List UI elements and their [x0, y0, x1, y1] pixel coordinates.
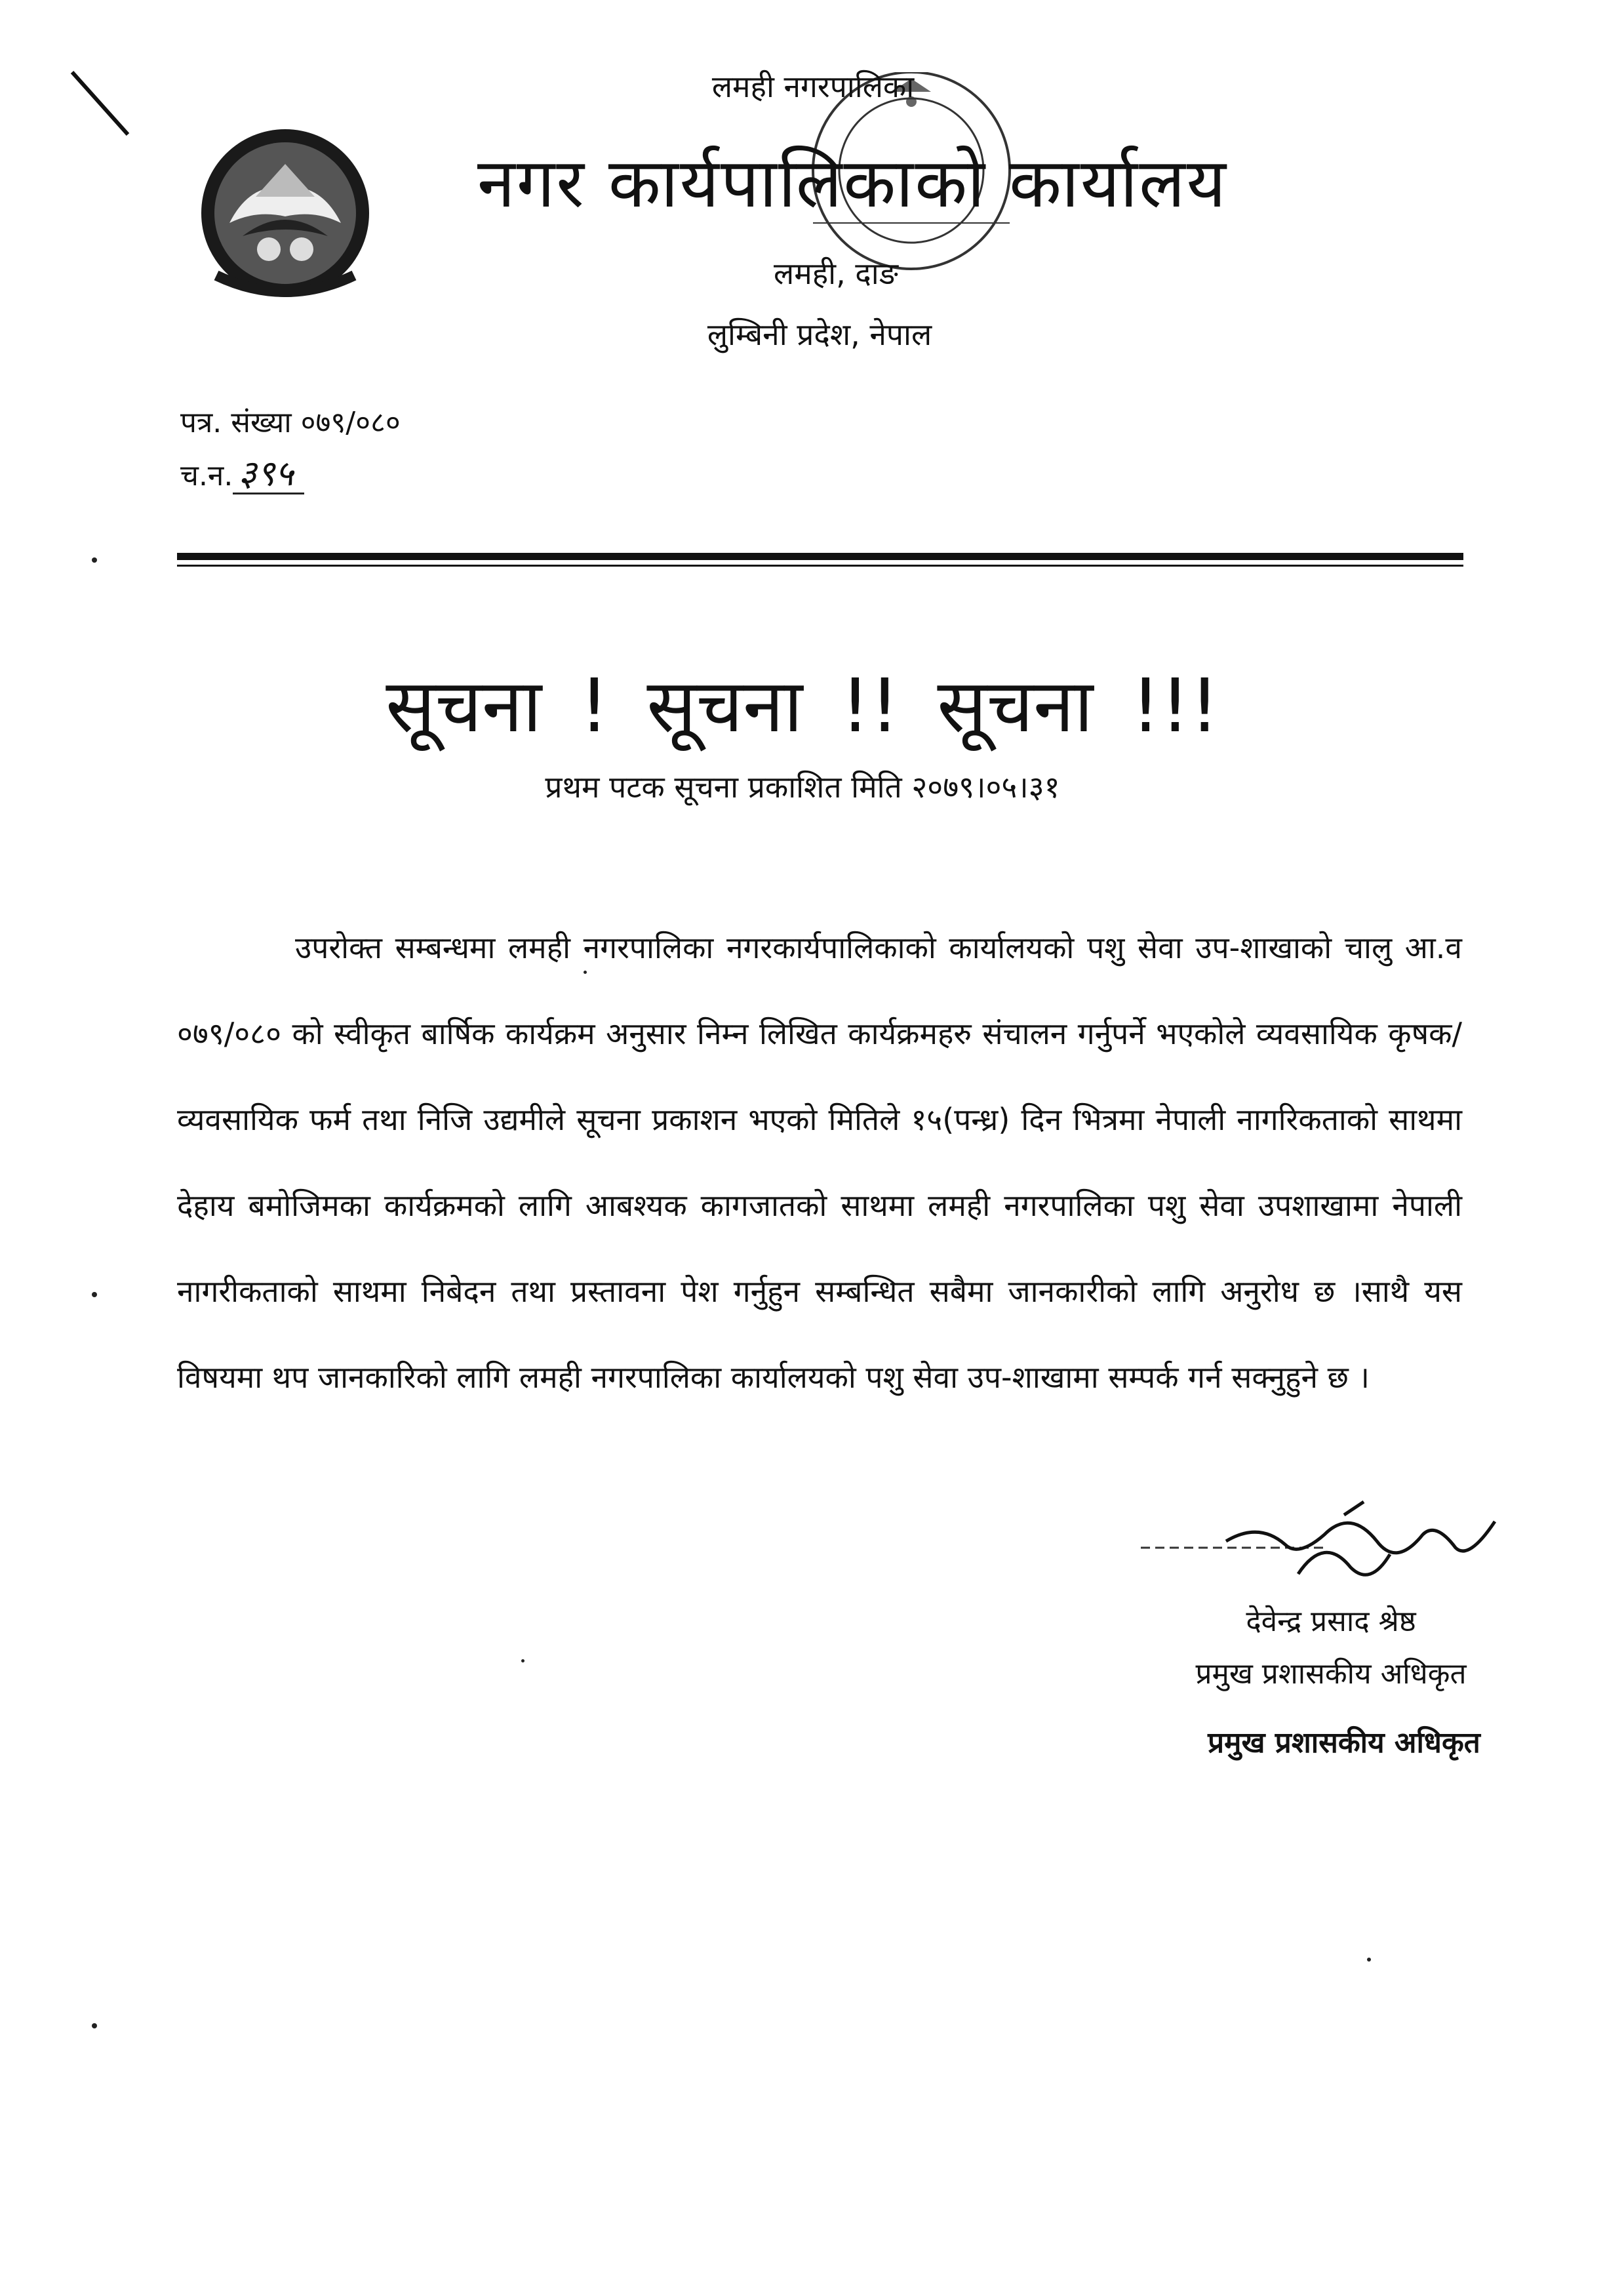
- signatory-name: देवेन्द्र प्रसाद श्रेष्ठ: [1246, 1605, 1416, 1638]
- scan-speck: [92, 557, 97, 563]
- notice-heading: सूचना ! सूचना !! सूचना !!!: [386, 664, 1219, 749]
- letter-number-value: ०७९/०८०: [300, 406, 401, 439]
- nepal-emblem-icon: [197, 125, 374, 302]
- office-province: लुम्बिनी प्रदेश, नेपाल: [707, 317, 932, 352]
- signatory-title-stamp: प्रमुख प्रशासकीय अधिकृत: [1208, 1726, 1480, 1760]
- scan-speck: [92, 1292, 97, 1297]
- municipality-name: लमही नगरपालिका: [711, 69, 915, 104]
- header-rule-thin: [177, 565, 1463, 567]
- header-rule-thick: [177, 553, 1463, 560]
- signature-scribble: [1128, 1495, 1521, 1594]
- dispatch-number-value: ३९५: [233, 456, 304, 494]
- letter-number: [180, 401, 401, 441]
- scan-speck: [521, 1659, 525, 1662]
- margin-slash-mark: [66, 66, 138, 144]
- notice-body: उपरोक्त सम्बन्धमा लमही नगरपालिका नगरकार्यपालिकाको कार्यालयको पशु सेवा उप-शाखाको चालु आ.व ०७९/०८० को स्वीकृत बार्षिक कार्यक्रम अनुसार निम्न लिखित कार्यक्रमहरु संचालन गर्नुपर्ने भएकोले व्यवसायिक कृषक/ व्यवसायिक फर्म तथा निजि उद्यमीले सूचना प्रकाशन भएको मितिले १५(पन्ध्र) दिन भित्रमा नेपाली नागरिकताको साथमा देहाय बमोजिमका कार्यक्रमको लागि आबश्यक कागजातको साथमा लमही नगरपालिका पशु सेवा उपशाखामा नेपाली नागरीकताको साथमा निबेदन तथा प्रस्तावना पेश गर्नुहुन सम्बन्धित सबैमा जानकारीको लागि अनुरोध छ ।साथै यस विषयमा थप जानकारिको लागि लमही नगरपालिका कार्यालयको पशु सेवा उप-शाखामा सम्पर्क गर्न सक्नुहुने छ ।: [177, 930, 1462, 1395]
- dispatch-number: [180, 454, 304, 494]
- dispatch-number-label: च.न.: [180, 459, 233, 493]
- letter-number-label: पत्र. संख्या: [180, 406, 292, 439]
- first-publication-date: प्रथम पटक सूचना प्रकाशित मिति २०७९।०५।३१: [545, 769, 1060, 805]
- signatory-title: प्रमुख प्रशासकीय अधिकृत: [1195, 1657, 1467, 1691]
- scan-speck: [1367, 1958, 1371, 1962]
- office-title: नगर कार्यपालिकाको कार्यालय: [477, 143, 1228, 223]
- scan-speck: [92, 2023, 97, 2028]
- office-place: लमही, दाङ: [774, 256, 898, 291]
- scan-speck: [584, 971, 587, 974]
